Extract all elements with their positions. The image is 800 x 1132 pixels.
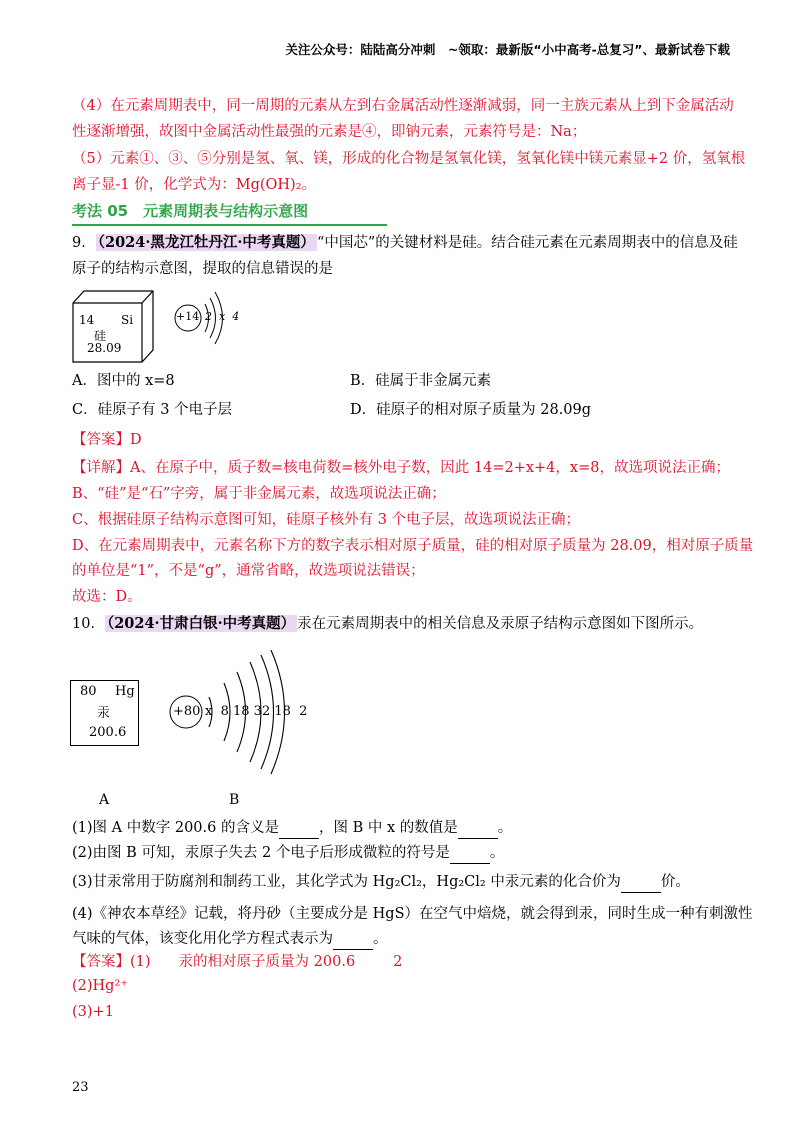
q10-sub4-line1: (4)《神农本草经》记载，将丹砂（主要成分是 HgS）在空气中焙烧，就会得到汞，同时生成一种有刺激性 <box>72 906 753 922</box>
si-symbol: Si <box>121 313 134 327</box>
section-title: 考法 05 元素周期表与结构示意图 <box>72 202 309 220</box>
si-name: 硅 <box>94 329 107 343</box>
hg-symbol: Hg <box>115 684 135 699</box>
q10-answer-2: (2)Hg²⁺ <box>72 978 128 994</box>
hg-electron-shells: x 8 18 32 18 2 <box>205 704 308 719</box>
q9-option-b: B．硅属于非金属元素 <box>350 373 492 389</box>
q9-option-d: D．硅原子的相对原子质量为 28.09g <box>350 402 592 418</box>
q10-sub4-line2: 气味的气体，该变化用化学方程式表示为 。 <box>72 929 388 950</box>
prev-answer-5-line1: （5）元素①、③、⑤分别是氢、氧、镁，形成的化合物是氢氧化镁，氢氧化镁中镁元素显+2 价，氢氧根 <box>72 151 746 167</box>
si-atomic-number: 14 <box>79 313 95 327</box>
q10-blank-4[interactable] <box>621 872 661 893</box>
q9-explanation-4: D、在元素周期表中，元素名称下方的数字表示相对原子质量，硅的相对原子质量为 28.09，相对原子质量 <box>72 538 754 554</box>
q9-stem-line1 <box>72 233 738 253</box>
q10-sub1: (1)图 A 中数字 200.6 的含义是 ，图 B 中 x 的数值是 。 <box>72 818 512 839</box>
prev-answer-5-line2: 离子显-1 价，化学式为：Mg(OH)₂。 <box>72 177 317 193</box>
q9-option-c: C．硅原子有 3 个电子层 <box>72 402 233 418</box>
q10-blank-1[interactable] <box>279 818 319 839</box>
page-header: 关注公众号：陆陆高分冲刺 ~领取：最新版“小中高考-总复习”、最新试卷下载 <box>285 42 730 57</box>
prev-answer-4-line2: 性逐渐增强，故图中金属活动性最强的元素是④，即钠元素，元素符号是：Na； <box>72 124 587 140</box>
q10-blank-2[interactable] <box>458 818 498 839</box>
si-atom-structure-diagram <box>172 290 242 356</box>
q10-stem-text: 汞在元素周期表中的相关信息及汞原子结构示意图如下图所示。 <box>297 616 704 632</box>
hg-nucleus-charge: +80 <box>173 704 201 719</box>
q9-explanation-2: B、“硅”是“石”字旁，属于非金属元素，故选项说法正确； <box>72 486 446 502</box>
q9-explanation-6: 故选：D。 <box>72 589 142 605</box>
figure-b-label: B <box>229 792 240 808</box>
q9-number: 9． <box>72 235 96 251</box>
hg-name: 汞 <box>97 706 111 721</box>
prev-answer-4-line1: （4）在元素周期表中，同一周期的元素从左到右金属活动性逐渐减弱，同一主族元素从上到下金属活动 <box>72 98 734 114</box>
q9-stem-line2: 原子的结构示意图，提取的信息错误的是 <box>72 261 333 277</box>
si-nucleus-charge: +14 <box>176 310 200 323</box>
q9-source-tag: （2024·黑龙江牡丹江·中考真题） <box>97 234 315 251</box>
q9-explanation-3: C、根据硅原子结构示意图可知，硅原子核外有 3 个电子层，故选项说法正确； <box>72 512 581 528</box>
hg-atomic-mass: 200.6 <box>89 725 127 740</box>
q9-explanation-1: 【详解】A、在原子中，质子数=核电荷数=核外电子数，因此 14=2+x+4，x=8，故选项说法正确； <box>72 460 730 476</box>
q10-source-tag: （2024·甘肃白银·中考真题） <box>106 615 296 632</box>
q10-blank-5[interactable] <box>333 929 373 950</box>
page-number: 23 <box>72 1080 89 1095</box>
figure-a-label: A <box>99 792 110 808</box>
q9-option-a: A．图中的 x=8 <box>72 373 175 389</box>
si-electron-shells: 2 x 4 <box>205 310 240 323</box>
section-title-underline <box>72 224 387 226</box>
q10-answer-3: (3)+1 <box>72 1004 114 1020</box>
q9-explanation-5: 的单位是“1”，不是“g”，通常省略，故选项说法错误； <box>72 563 425 579</box>
q10-sub2: (2)由图 B 可知，汞原子失去 2 个电子后形成微粒的符号是 。 <box>72 843 504 864</box>
q10-stem <box>72 614 703 634</box>
q9-answer: 【答案】D <box>72 432 142 448</box>
q10-answer-1: 【答案】(1) 汞的相对原子质量为 200.6 2 <box>72 954 403 970</box>
hg-atomic-number: 80 <box>80 684 97 699</box>
q10-number: 10． <box>72 616 105 632</box>
q9-stem: “中国芯”的关键材料是硅。结合硅元素在元素周期表中的信息及硅 <box>316 235 738 251</box>
si-atomic-mass: 28.09 <box>87 341 122 355</box>
q10-sub3: (3)甘汞常用于防腐剂和制药工业，其化学式为 Hg₂Cl₂，Hg₂Cl₂ 中汞元素的化合价为 价。 <box>72 872 690 893</box>
q10-blank-3[interactable] <box>450 843 490 864</box>
